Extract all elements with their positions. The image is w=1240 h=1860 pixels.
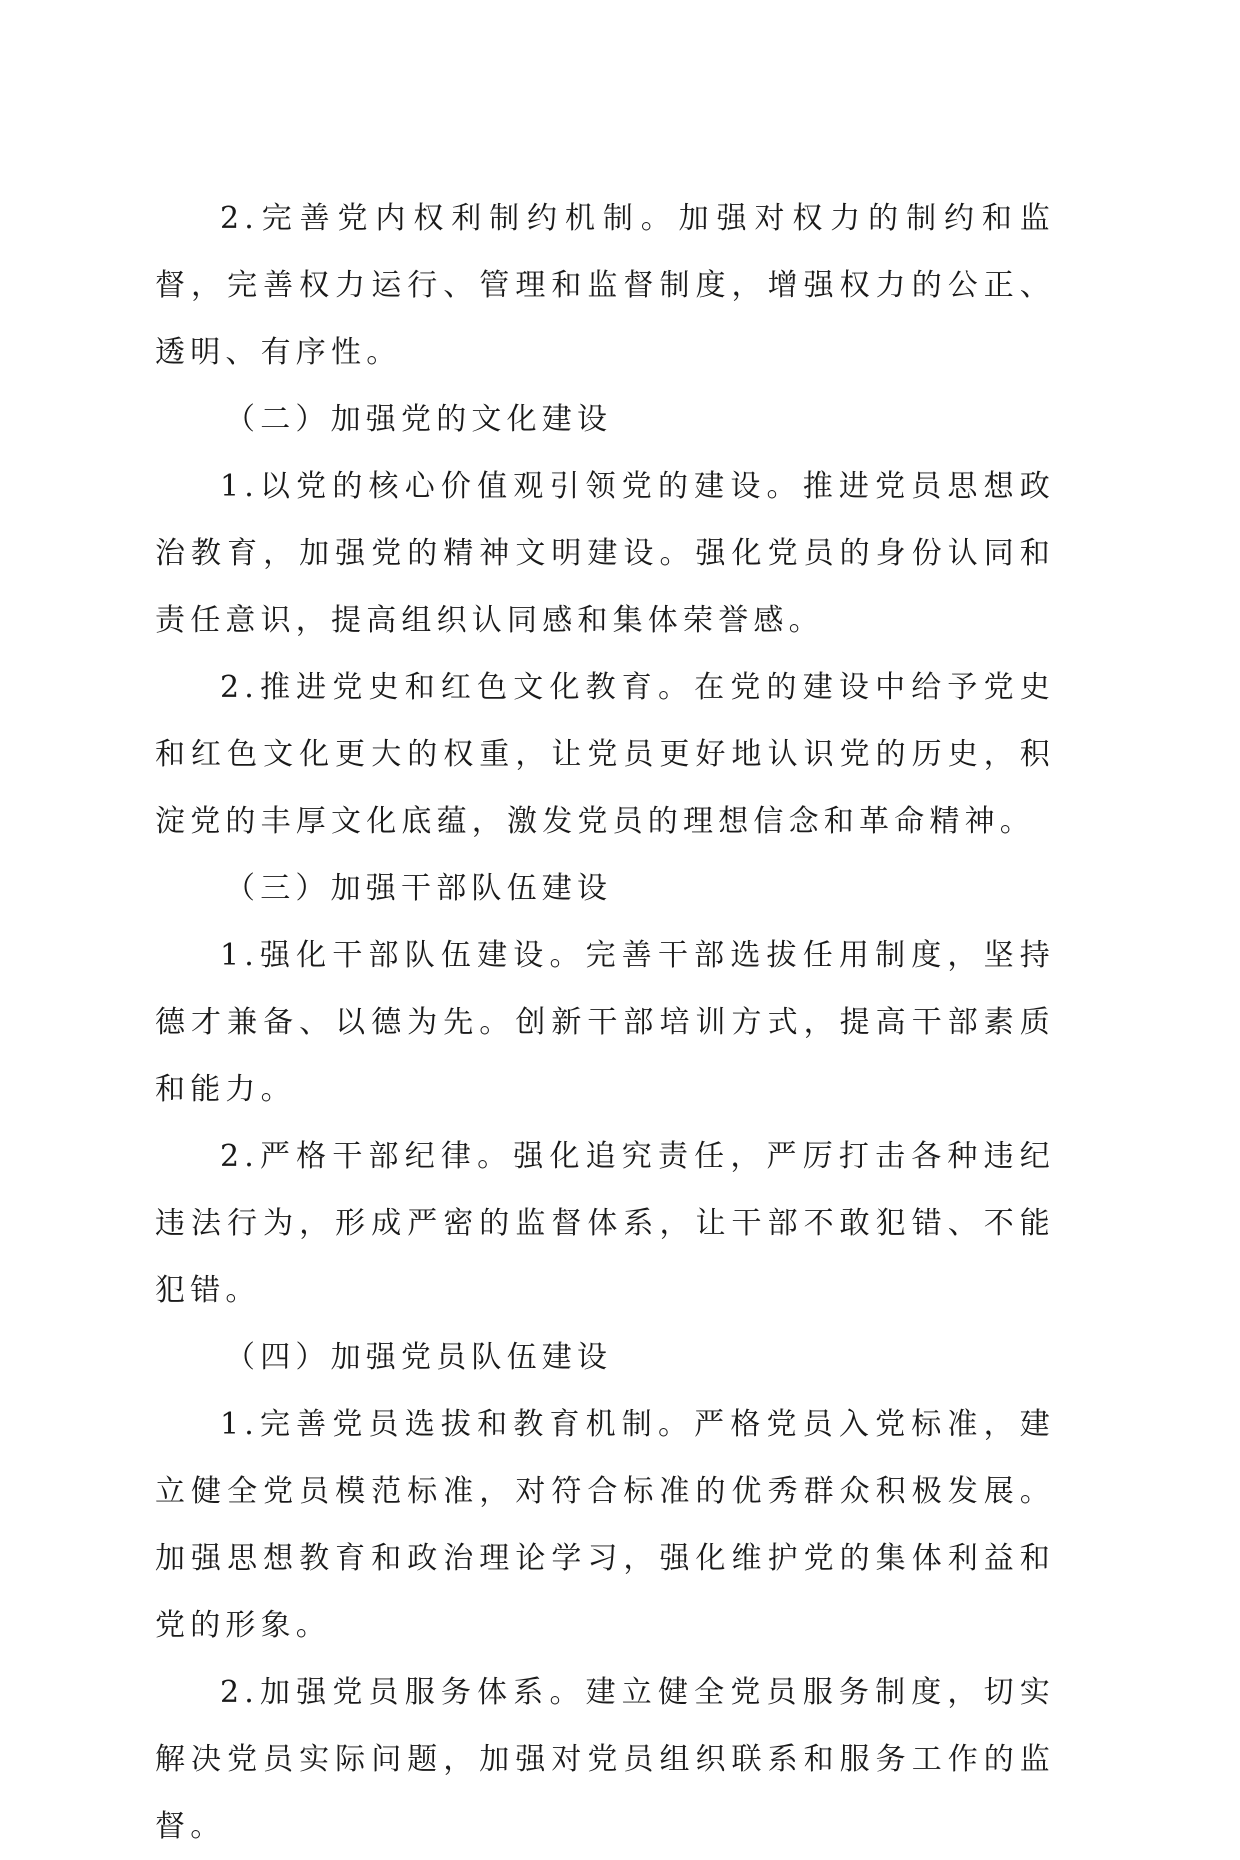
paragraph: 2.加强党员服务体系。建立健全党员服务制度，切实解决党员实际问题，加强对党员组织联系和服务工作的监督。 [155, 1675, 1055, 1844]
section-heading: （三）加强干部队伍建设 [225, 871, 613, 906]
document-body [155, 185, 1055, 1860]
paragraph: 1.完善党员选拔和教育机制。严格党员入党标准，建立健全党员模范标准，对符合标准的优秀群众积极发展。加强思想教育和政治理论学习，强化维护党的集体利益和党的形象。 [155, 1407, 1055, 1643]
paragraph: 2.推进党史和红色文化教育。在党的建设中给予党史和红色文化更大的权重，让党员更好地认识党的历史，积淀党的丰厚文化底蕴，激发党员的理想信念和革命精神。 [155, 670, 1055, 839]
section-heading: （二）加强党的文化建设 [225, 402, 613, 437]
section-heading: （四）加强党员队伍建设 [225, 1340, 613, 1375]
paragraph: 2.完善党内权利制约机制。加强对权力的制约和监督，完善权力运行、管理和监督制度，增强权力的公正、透明、有序性。 [155, 201, 1055, 370]
paragraph: 1.强化干部队伍建设。完善干部选拔任用制度，坚持德才兼备、以德为先。创新干部培训方式，提高干部素质和能力。 [155, 938, 1055, 1107]
paragraph: 1.以党的核心价值观引领党的建设。推进党员思想政治教育，加强党的精神文明建设。强化党员的身份认同和责任意识，提高组织认同感和集体荣誉感。 [155, 469, 1055, 638]
paragraph: 2.严格干部纪律。强化追究责任，严厉打击各种违纪违法行为，形成严密的监督体系，让干部不敢犯错、不能犯错。 [155, 1139, 1055, 1308]
